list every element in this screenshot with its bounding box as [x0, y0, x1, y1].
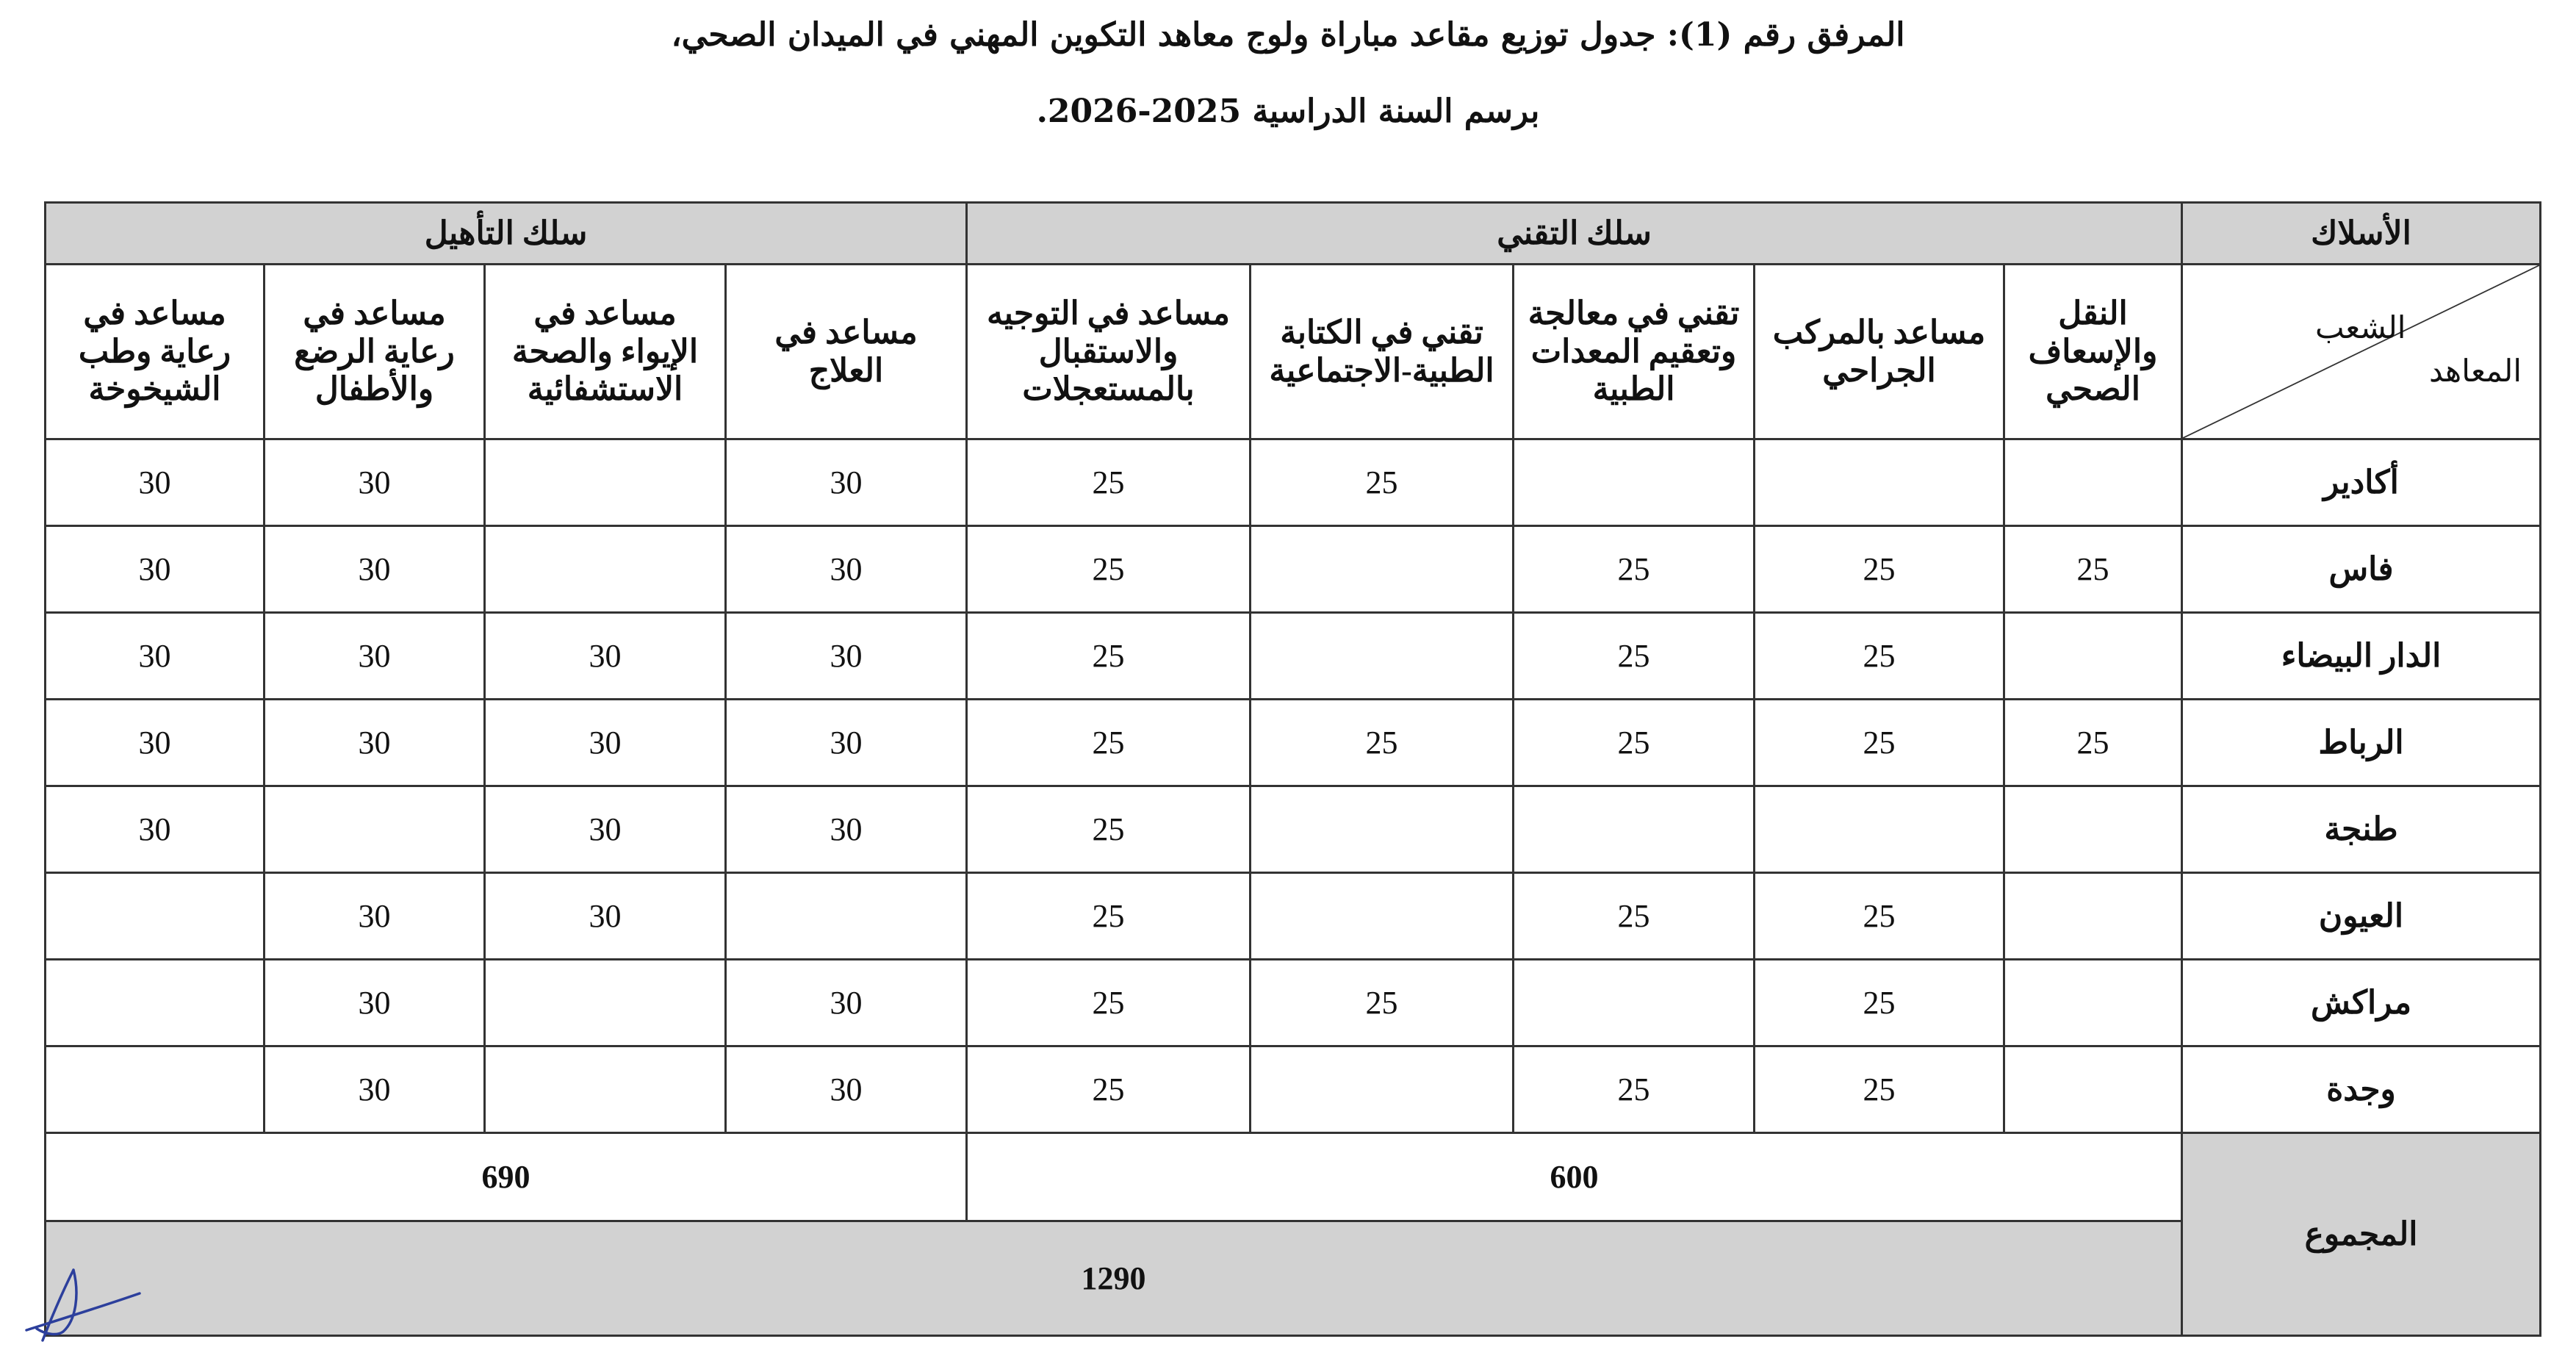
seat-cell: 25: [1755, 873, 2004, 960]
seat-cell: [1251, 613, 1514, 700]
seat-cell: [1251, 526, 1514, 613]
seat-cell: [1251, 1046, 1514, 1133]
seat-cell: 25: [1514, 526, 1755, 613]
asslak-header: الأسلاك: [2182, 203, 2541, 265]
seat-cell: 25: [967, 1046, 1251, 1133]
branch-header: مساعد في رعاية الرضع والأطفال: [265, 265, 485, 439]
grand-total: 1290: [46, 1221, 2182, 1336]
city-cell: فاس: [2182, 526, 2541, 613]
seats-distribution-table: [44, 201, 2541, 1337]
table-row: [46, 700, 2541, 786]
seat-cell: [46, 1046, 265, 1133]
seat-cell: 25: [967, 526, 1251, 613]
city-cell: طنجة: [2182, 786, 2541, 873]
grand-total-row: [46, 1221, 2541, 1336]
seat-cell: [485, 1046, 726, 1133]
table-row: [46, 1046, 2541, 1133]
table-row: [46, 613, 2541, 700]
seat-cell: 30: [265, 1046, 485, 1133]
seat-cell: [2004, 1046, 2182, 1133]
table-row: [46, 526, 2541, 613]
qualification-group-header: سلك التأهيل: [46, 203, 967, 265]
seat-cell: 25: [1514, 613, 1755, 700]
seat-cell: 30: [46, 786, 265, 873]
seat-cell: [485, 526, 726, 613]
seat-cell: [1755, 786, 2004, 873]
city-cell: الرباط: [2182, 700, 2541, 786]
seat-cell: 25: [967, 439, 1251, 526]
table-row: [46, 439, 2541, 526]
seat-cell: 25: [2004, 526, 2182, 613]
branch-header: تقني في الكتابة الطبية-الاجتماعية: [1251, 265, 1514, 439]
seat-cell: 25: [1251, 960, 1514, 1046]
seat-cell: 30: [726, 439, 967, 526]
seat-cell: 25: [967, 873, 1251, 960]
document-subtitle: برسم السنة الدراسية 2025-2026.: [1036, 93, 1540, 130]
city-cell: أكادير: [2182, 439, 2541, 526]
seat-cell: 25: [967, 960, 1251, 1046]
branch-header: تقني في معالجة وتعقيم المعدات الطبية: [1514, 265, 1755, 439]
seat-cell: 30: [46, 613, 265, 700]
seat-cell: 25: [1514, 873, 1755, 960]
seat-cell: [2004, 786, 2182, 873]
seat-cell: [1251, 873, 1514, 960]
seat-cell: [726, 873, 967, 960]
seat-cell: [2004, 960, 2182, 1046]
technician-group-header: سلك التقني: [967, 203, 2182, 265]
seat-cell: 25: [967, 786, 1251, 873]
seat-cell: 30: [265, 960, 485, 1046]
seat-cell: [2004, 439, 2182, 526]
branch-header: مساعد بالمركب الجراحي: [1755, 265, 2004, 439]
seat-cell: 30: [46, 700, 265, 786]
seat-cell: 30: [485, 700, 726, 786]
seat-cell: 25: [967, 613, 1251, 700]
seat-cell: 30: [46, 526, 265, 613]
city-cell: الدار البيضاء: [2182, 613, 2541, 700]
seat-cell: 30: [485, 786, 726, 873]
seat-cell: [2004, 613, 2182, 700]
document-title: المرفق رقم (1): جدول توزيع مقاعد مباراة ولوج معاهد التكوين المهني في الميدان الصحي،: [671, 16, 1905, 54]
seat-cell: 30: [726, 613, 967, 700]
seat-cell: [1251, 786, 1514, 873]
table-row: [46, 786, 2541, 873]
branch-header: النقل والإسعاف الصحي: [2004, 265, 2182, 439]
corner-diagonal-line: [2183, 265, 2539, 438]
branch-header: مساعد في التوجيه والاستقبال بالمستعجلات: [967, 265, 1251, 439]
seat-cell: 30: [726, 960, 967, 1046]
seat-cell: 25: [2004, 700, 2182, 786]
seat-cell: 25: [1755, 960, 2004, 1046]
branch-header: مساعد في رعاية وطب الشيخوخة: [46, 265, 265, 439]
technician-total: 600: [967, 1133, 2182, 1221]
seat-cell: [485, 960, 726, 1046]
seat-cell: 25: [1251, 439, 1514, 526]
seat-cell: [1514, 439, 1755, 526]
city-cell: مراكش: [2182, 960, 2541, 1046]
seat-cell: 25: [1514, 1046, 1755, 1133]
seat-cell: 30: [265, 873, 485, 960]
seat-cell: [46, 960, 265, 1046]
city-cell: العيون: [2182, 873, 2541, 960]
seat-cell: [265, 786, 485, 873]
signature-mark: [21, 1258, 145, 1354]
qualification-total: 690: [46, 1133, 967, 1221]
seat-cell: 25: [1755, 613, 2004, 700]
seat-cell: 25: [1755, 700, 2004, 786]
seat-cell: 30: [485, 873, 726, 960]
total-label: المجموع: [2182, 1133, 2541, 1336]
branches-label: الشعب: [2315, 312, 2406, 345]
institutes-label: المعاهد: [2429, 355, 2522, 389]
table-row: [46, 873, 2541, 960]
seat-cell: 30: [485, 613, 726, 700]
seat-cell: 30: [265, 700, 485, 786]
seat-cell: [1514, 960, 1755, 1046]
seat-cell: 30: [265, 526, 485, 613]
table-row: [46, 960, 2541, 1046]
city-cell: وجدة: [2182, 1046, 2541, 1133]
seat-cell: 25: [1514, 700, 1755, 786]
seat-cell: 30: [46, 439, 265, 526]
seat-cell: 30: [726, 1046, 967, 1133]
table-body: [46, 439, 2541, 1133]
branches-institutes-corner: [2182, 265, 2541, 439]
seat-cell: [485, 439, 726, 526]
seat-cell: 30: [265, 439, 485, 526]
branch-header: مساعد في الإيواء والصحة الاستشفائية: [485, 265, 726, 439]
seat-cell: 30: [726, 526, 967, 613]
seat-cell: 30: [726, 786, 967, 873]
seat-cell: [46, 873, 265, 960]
seat-cell: 25: [967, 700, 1251, 786]
seat-cell: 25: [1251, 700, 1514, 786]
seat-cell: 25: [1755, 1046, 2004, 1133]
branch-header: مساعد في العلاج: [726, 265, 967, 439]
seat-cell: 30: [726, 700, 967, 786]
seat-cell: [1514, 786, 1755, 873]
seat-cell: [2004, 873, 2182, 960]
totals-row: [46, 1133, 2541, 1221]
seat-cell: 25: [1755, 526, 2004, 613]
seat-cell: [1755, 439, 2004, 526]
seat-cell: 30: [265, 613, 485, 700]
